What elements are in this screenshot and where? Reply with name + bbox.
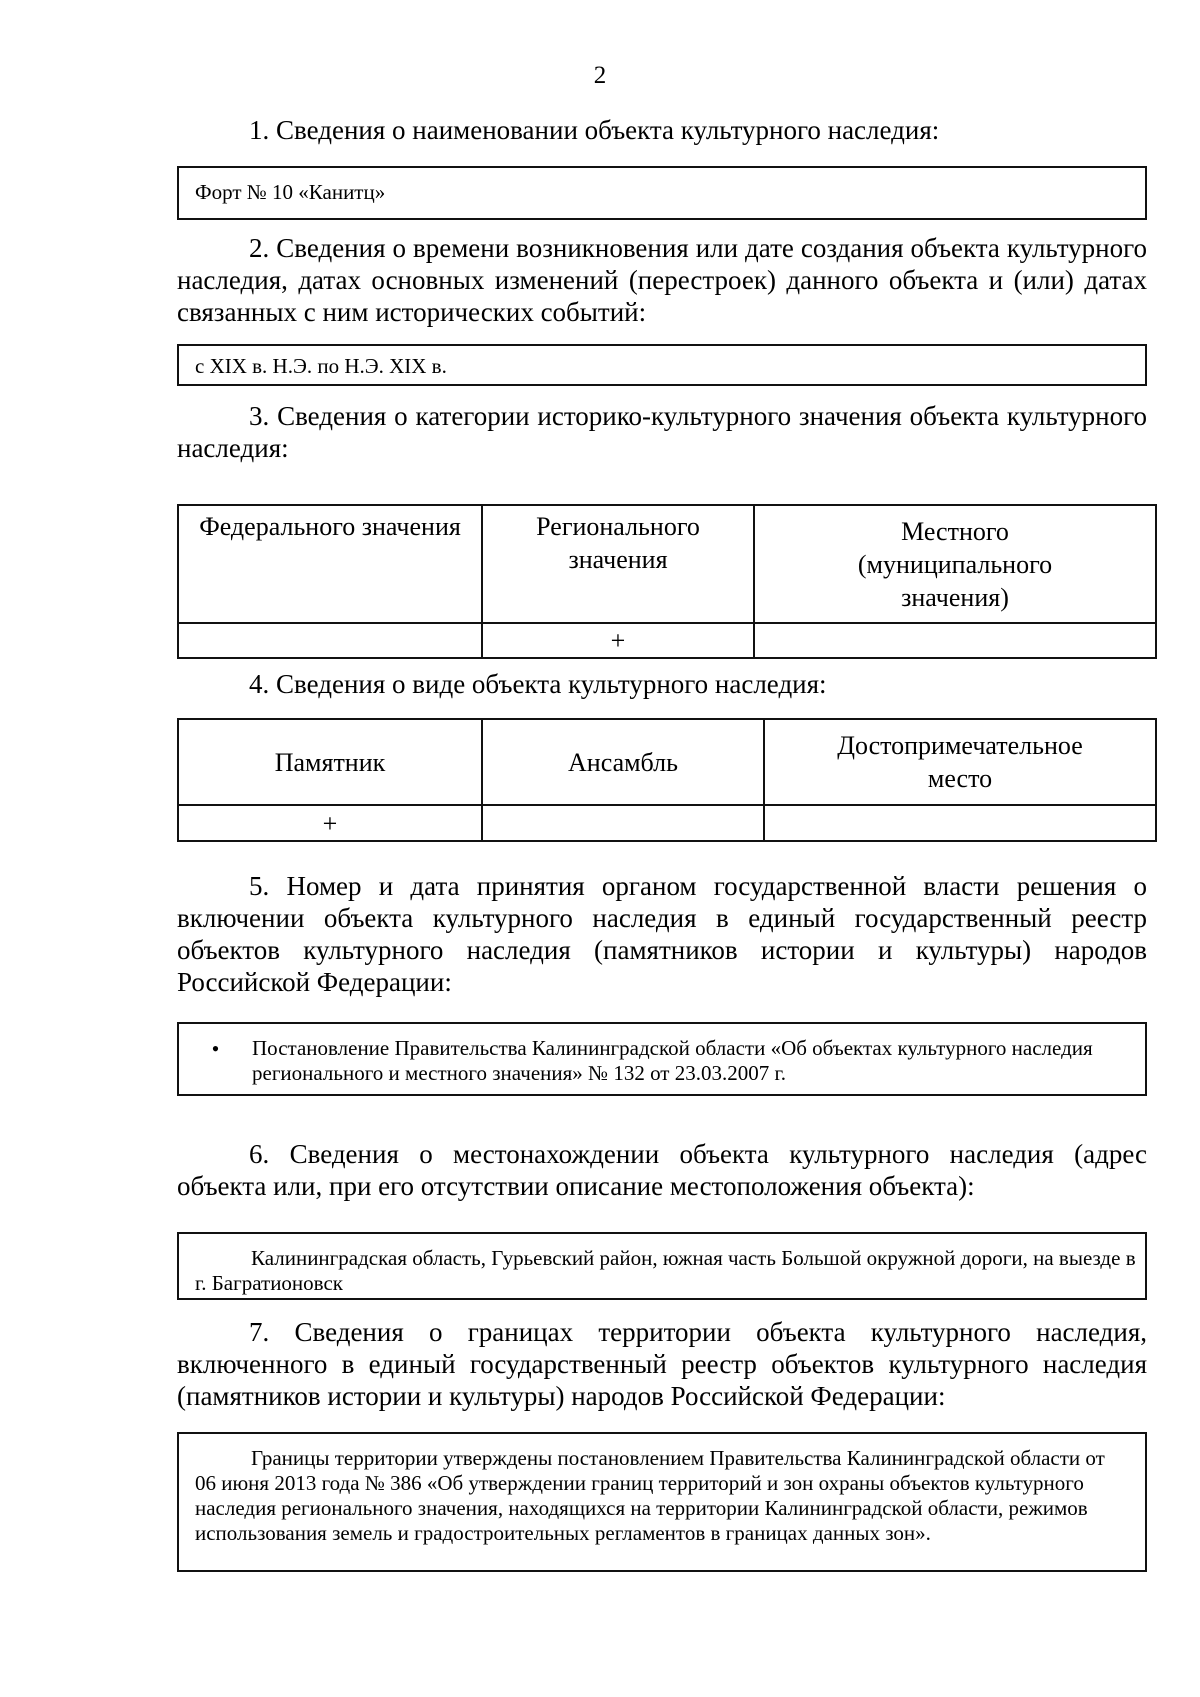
category-table (177, 504, 1157, 659)
object-name-box (177, 166, 1147, 220)
type-monument-value: + (178, 805, 482, 841)
type-landmark-value (764, 805, 1156, 841)
registry-box (177, 1022, 1147, 1096)
section-1-heading: 1. Сведения о наименовании объекта культурного наследия: (249, 115, 940, 145)
page-number: 2 (593, 62, 607, 89)
section-5-heading: 5. Номер и дата принятия органом государственной власти решения о включении объекта культурного наследия в единый государственный реестр объектов культурного наследия (памятников истории и культуры) народов Российской Федерации: (177, 871, 1147, 997)
type-monument-header: Памятник (178, 719, 482, 805)
boundaries-box (177, 1432, 1147, 1572)
section-7-heading: 7. Сведения о границах территории объекта культурного наследия, включенного в единый государственный реестр объектов культурного наследия (памятников истории и культуры) народов Российской Федерации: (177, 1317, 1147, 1411)
category-federal-value (178, 623, 482, 658)
section-2-heading: 2. Сведения о времени возникновения или дате создания объекта культурного наследия, датах основных изменений (перестроек) данного объекта и (или) датах связанных с ним исторических событий: (177, 233, 1147, 327)
location-box (177, 1232, 1147, 1300)
section-3-heading: 3. Сведения о категории историко-культурного значения объекта культурного наследия: (177, 401, 1147, 463)
type-ensemble-header: Ансамбль (482, 719, 764, 805)
category-regional-header: Регионального значения (482, 505, 754, 623)
location-value: Калининградская область, Гурьевский район, южная часть Большой окружной дороги, на выезде в г. Багратионовск (195, 1246, 1136, 1295)
category-local-value (754, 623, 1156, 658)
registry-value: Постановление Правительства Калининградской области «Об объектах культурного наследия регионального и местного значения» № 132 от 23.03.2007 г. (252, 1036, 1093, 1085)
section-4-heading: 4. Сведения о виде объекта культурного наследия: (249, 669, 827, 699)
section-6-heading: 6. Сведения о местонахождении объекта культурного наследия (адрес объекта или, при его отсутствии описание местоположения объекта): (177, 1139, 1147, 1201)
type-landmark-header: Достопримечательное место (764, 719, 1156, 805)
object-name-value: Форт № 10 «Канитц» (195, 180, 386, 204)
bullet-icon: • (211, 1036, 220, 1061)
date-box (177, 344, 1147, 386)
type-table (177, 718, 1157, 842)
boundaries-value: Границы территории утверждены постановлением Правительства Калининградской области от 06 июня 2013 года № 386 «Об утверждении границ территорий и зон охраны объектов культурного наследия регионального значения, находящихся на территории Калининградской области, режимов использования земель и градостроительных регламентов в границах данных зон». (195, 1446, 1105, 1545)
category-regional-value: + (482, 623, 754, 658)
category-federal-header: Федерального значения (178, 505, 482, 623)
type-ensemble-value (482, 805, 764, 841)
date-value: с XIX в. Н.Э. по Н.Э. XIX в. (195, 354, 447, 378)
category-local-header: Местного (муниципального значения) (754, 505, 1156, 623)
